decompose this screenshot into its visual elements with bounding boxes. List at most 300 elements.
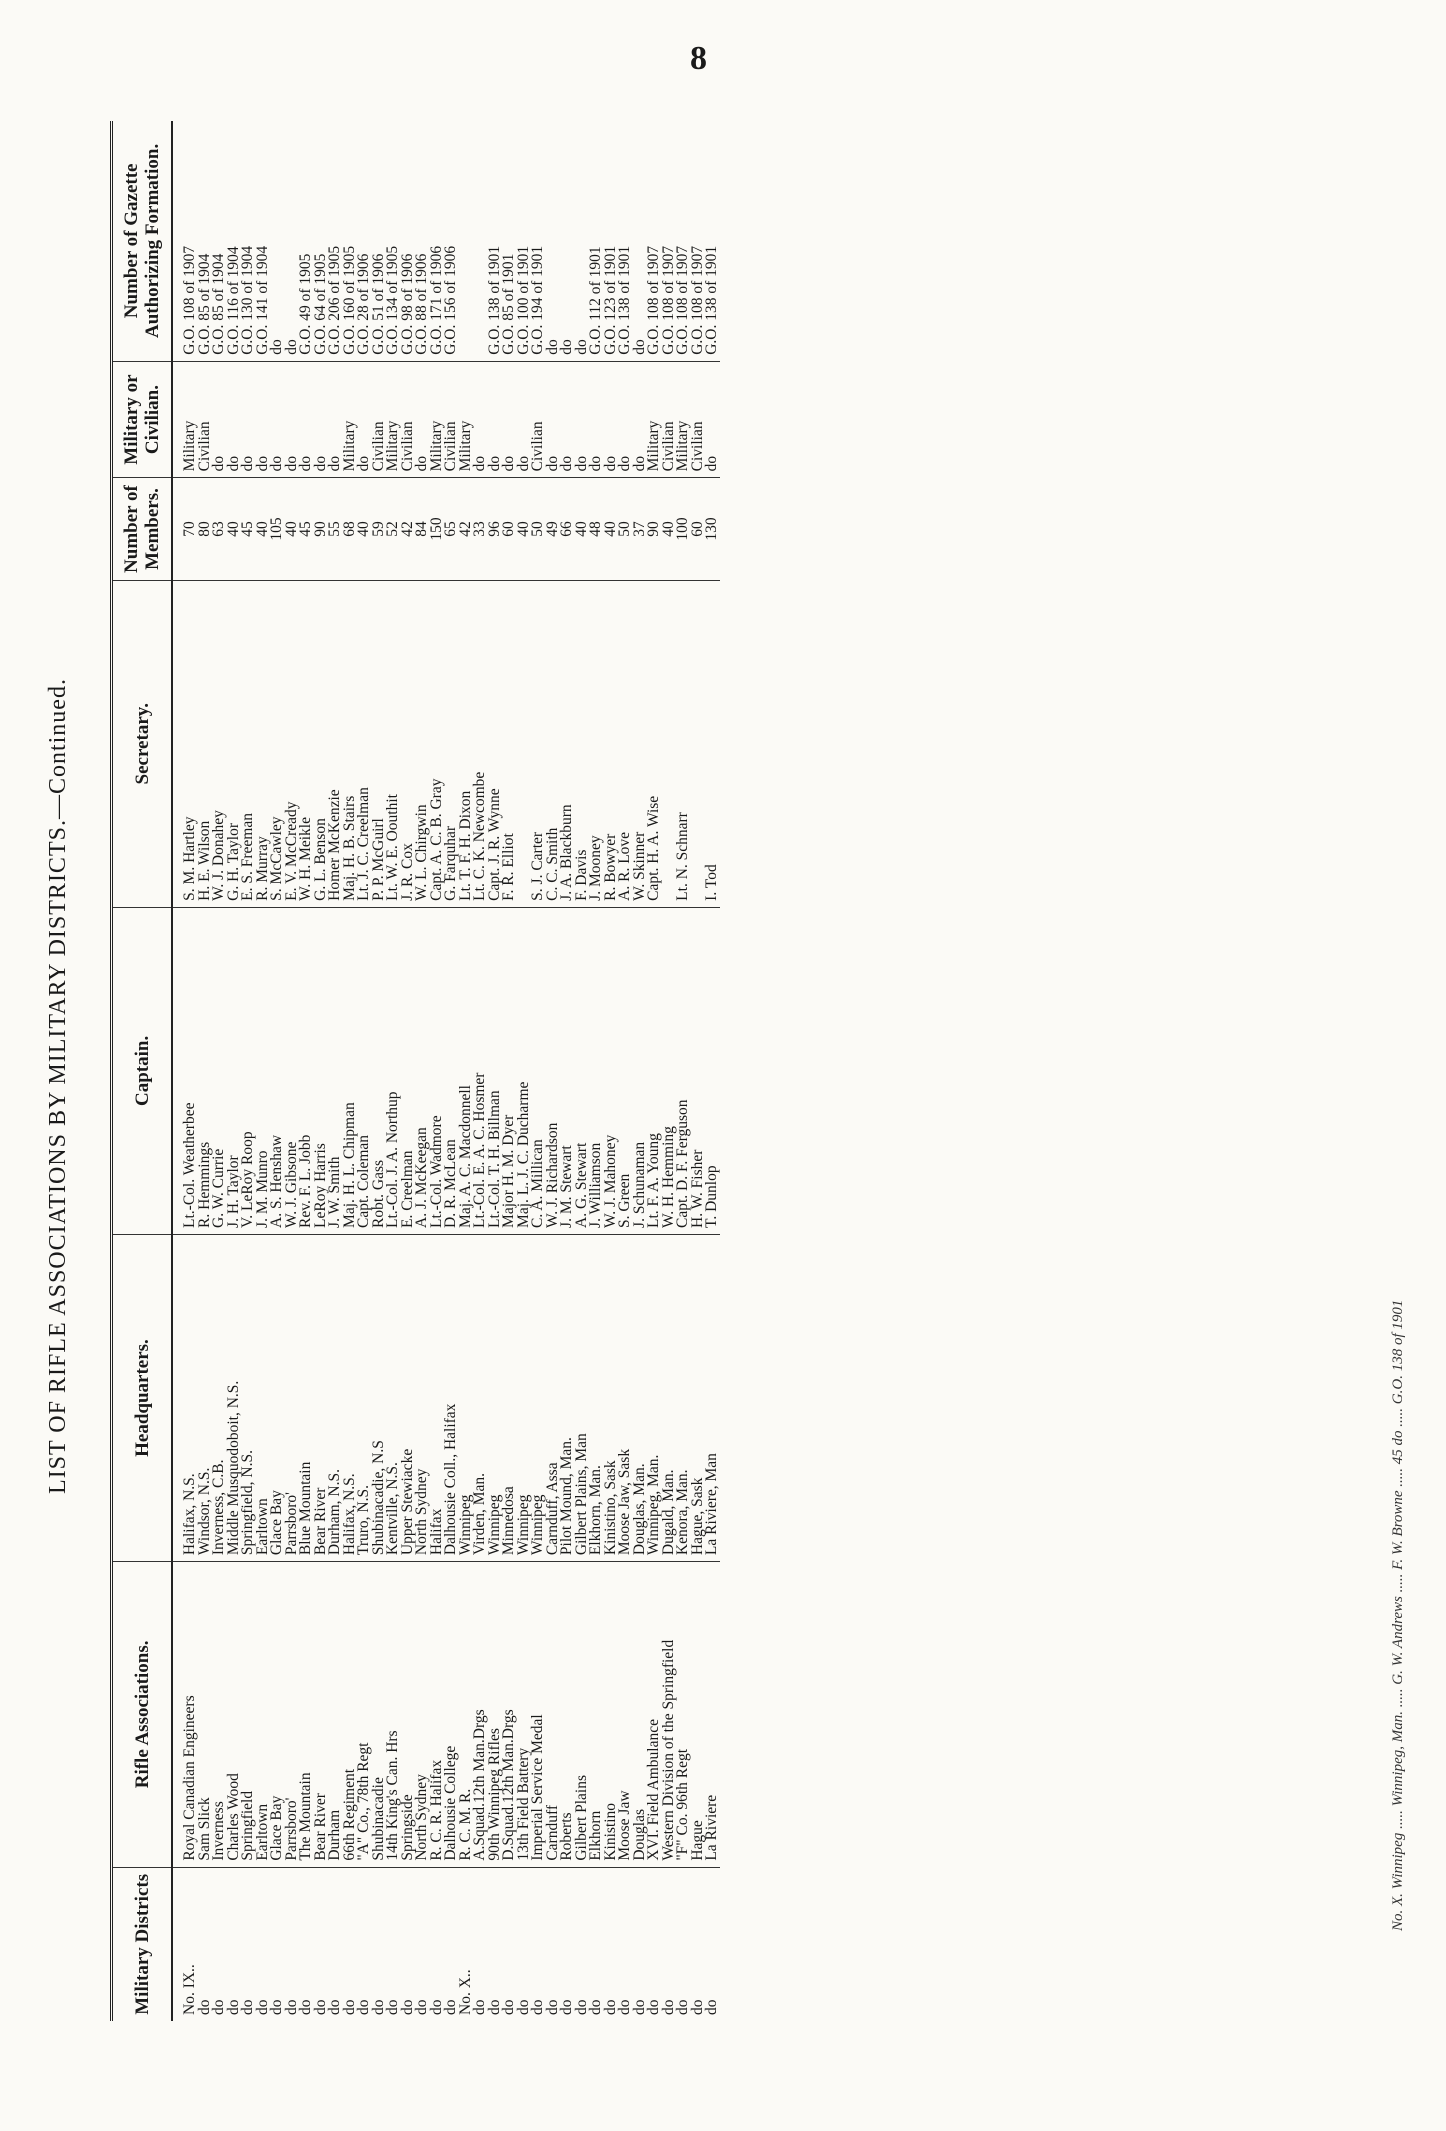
cell-captain: Capt. Coleman	[357, 907, 372, 1234]
cell-headquarters: Blue Mountain	[299, 1234, 314, 1561]
cell-military-or-civilian: Civilian	[662, 361, 677, 478]
table-body	[172, 121, 720, 2021]
cell-district: do	[616, 1999, 633, 2015]
cell-captain: J. M. Munro	[256, 907, 271, 1234]
cell-association: A.Squad.12th Man.Drgs	[473, 1562, 488, 1868]
cell-captain: J. H. Taylor	[227, 907, 242, 1234]
cell-district: do	[398, 1999, 416, 2015]
cell-association: Inverness	[212, 1562, 227, 1868]
cell-association: R. C. R. Halifax	[430, 1562, 445, 1868]
table-row	[444, 121, 459, 2021]
cell-members: 40	[575, 478, 590, 580]
cell-captain: Lt.-Col. J. A. Northup	[386, 907, 401, 1234]
cell-captain: Capt. D. F. Ferguson	[676, 907, 691, 1234]
cell-secretary: C. C. Smith	[546, 580, 561, 907]
cell-captain: LeRoy Harris	[314, 907, 329, 1234]
cell-secretary: Lt. W. E. Oouthit	[386, 580, 401, 907]
table-row	[270, 121, 285, 2021]
cell-district: do	[558, 1999, 575, 2015]
table-row	[430, 121, 445, 2021]
cell-gazette: G.O. 100 of 1901	[517, 121, 532, 361]
cell-association: D.Squad.12th Man.Drgs	[502, 1562, 517, 1868]
cell-headquarters: Halifax, N.S.	[172, 1234, 198, 1561]
cell-headquarters: Elkhorn, Man.	[589, 1234, 604, 1561]
cell-military-or-civilian: Military	[343, 361, 358, 478]
cell-district: do	[645, 1999, 662, 2015]
cell-gazette	[459, 121, 474, 361]
cell-members: 40	[662, 478, 677, 580]
cell-gazette: G.O. 130 of 1904	[241, 121, 256, 361]
cell-members: 42	[459, 478, 474, 580]
cell-district: do	[471, 1999, 488, 2015]
cell-secretary: Capt. H. A. Wise	[647, 580, 662, 907]
cell-district: do	[500, 1999, 517, 2015]
cell-captain: A. J. McKeegan	[415, 907, 430, 1234]
cell-secretary: S. J. Carter	[531, 580, 546, 907]
table-row	[357, 121, 372, 2021]
cell-secretary: F. R. Elliot	[502, 580, 517, 907]
cell-headquarters: Bear River	[314, 1234, 329, 1561]
cell-members: 45	[299, 478, 314, 580]
footer-fragment: No. X. Winnipeg ..... Winnipeg, Man. ..... G. W. Andrews ..... F. W. Browne ..... 45 do ..... G.O. 138 of 1901	[1390, 1299, 1406, 1931]
cell-gazette: G.O. 206 of 1905	[328, 121, 343, 361]
table-header	[112, 121, 173, 2021]
cell-secretary: W. L. Chirgwin	[415, 580, 430, 907]
cell-gazette: G.O. 85 of 1904	[198, 121, 213, 361]
cell-gazette: do	[575, 121, 590, 361]
cell-district: do	[340, 1999, 358, 2015]
cell-members: 40	[227, 478, 242, 580]
cell-headquarters: Carnduff, Assa	[546, 1234, 561, 1561]
cell-military-or-civilian: do	[633, 361, 648, 478]
cell-members: 90	[314, 478, 329, 580]
page-number: 8	[690, 40, 707, 77]
cell-military-or-civilian: Civilian	[531, 361, 546, 478]
cell-captain: A. G. Stewart	[575, 907, 590, 1234]
cell-district: do	[210, 1999, 227, 2015]
cell-gazette: G.O. 108 of 1907	[662, 121, 677, 361]
cell-headquarters: Halifax, N.S.	[343, 1234, 358, 1561]
cell-headquarters: Hague, Sask	[691, 1234, 706, 1561]
header-rifle-associations: Rifle Associations.	[112, 1562, 173, 1868]
cell-captain: C. A. Millican	[531, 907, 546, 1234]
cell-military-or-civilian: do	[546, 361, 561, 478]
cell-military-or-civilian: Civilian	[444, 361, 459, 478]
cell-district: do	[514, 1999, 532, 2015]
cell-headquarters: Earltown	[256, 1234, 271, 1561]
cell-military-or-civilian: Military	[430, 361, 445, 478]
header-headquarters: Headquarters.	[112, 1234, 173, 1561]
table-row	[560, 121, 575, 2021]
table-row	[502, 121, 517, 2021]
cell-gazette: do	[633, 121, 648, 361]
cell-headquarters: Dugald, Man.	[662, 1234, 677, 1561]
cell-members: 40	[517, 478, 532, 580]
cell-military-or-civilian: Civilian	[401, 361, 416, 478]
cell-secretary: G. H. Taylor	[227, 580, 242, 907]
cell-secretary: J. Mooney	[589, 580, 604, 907]
cell-secretary: E. S. Freeman	[241, 580, 256, 907]
cell-military-or-civilian: do	[357, 361, 372, 478]
cell-gazette: G.O. 88 of 1906	[415, 121, 430, 361]
cell-members: 37	[633, 478, 648, 580]
cell-district: do	[268, 1999, 285, 2015]
cell-secretary: H. E. Wilson	[198, 580, 213, 907]
cell-headquarters: Winnipeg	[488, 1234, 503, 1561]
cell-members: 48	[589, 478, 604, 580]
cell-gazette: G.O. 64 of 1905	[314, 121, 329, 361]
cell-district: do	[601, 1999, 619, 2015]
cell-gazette: G.O. 51 of 1906	[372, 121, 387, 361]
cell-captain: Major H. M. Dyer	[502, 907, 517, 1234]
cell-military-or-civilian: do	[328, 361, 343, 478]
cell-captain: Lt.-Col. T. H. Billman	[488, 907, 503, 1234]
table-row	[328, 121, 343, 2021]
table-row	[546, 121, 561, 2021]
cell-members: 40	[357, 478, 372, 580]
cell-military-or-civilian: do	[575, 361, 590, 478]
cell-headquarters: Douglas, Man.	[633, 1234, 648, 1561]
cell-captain: R. Hemmings	[198, 907, 213, 1234]
cell-members: 65	[444, 478, 459, 580]
table-row	[299, 121, 314, 2021]
cell-military-or-civilian: do	[502, 361, 517, 478]
cell-association: 13th Field Battery	[517, 1562, 532, 1868]
cell-association: Hague	[691, 1562, 706, 1868]
cell-members: 63	[212, 478, 227, 580]
cell-members: 50	[618, 478, 633, 580]
table-row	[285, 121, 300, 2021]
cell-district: do	[195, 1999, 213, 2015]
cell-members: 130	[705, 478, 720, 580]
cell-district: do	[326, 1999, 343, 2015]
cell-association: The Mountain	[299, 1562, 314, 1868]
table-row	[676, 121, 691, 2021]
cell-district: do	[630, 1999, 648, 2015]
cell-district: do	[253, 1999, 271, 2015]
cell-headquarters: North Sydney	[415, 1234, 430, 1561]
table-row	[256, 121, 271, 2021]
cell-military-or-civilian: do	[589, 361, 604, 478]
cell-district: do	[674, 1999, 691, 2015]
cell-headquarters: Shubinacadie, N.S	[372, 1234, 387, 1561]
cell-district: do	[239, 1999, 256, 2015]
cell-secretary: Capt. J. R. Wynne	[488, 580, 503, 907]
cell-military-or-civilian: do	[299, 361, 314, 478]
cell-members: 55	[328, 478, 343, 580]
cell-military-or-civilian: Civilian	[372, 361, 387, 478]
table-row	[172, 121, 198, 2021]
cell-secretary: W. Skinner	[633, 580, 648, 907]
cell-headquarters: Gilbert Plains, Man	[575, 1234, 590, 1561]
cell-captain: E. Creelman	[401, 907, 416, 1234]
cell-headquarters: Winnipeg	[517, 1234, 532, 1561]
cell-headquarters: Dalhousie Coll., Halifax	[444, 1234, 459, 1561]
cell-headquarters: Kenora, Man.	[676, 1234, 691, 1561]
cell-secretary: R. Murray	[256, 580, 271, 907]
cell-district: do	[311, 1999, 329, 2015]
cell-secretary: F. Davis	[575, 580, 590, 907]
cell-members: 40	[256, 478, 271, 580]
cell-secretary: Maj. H. B. Stairs	[343, 580, 358, 907]
header-military-or-civilian: Military or Civilian.	[112, 361, 173, 478]
cell-association: Parrsboro'	[285, 1562, 300, 1868]
cell-military-or-civilian: Civilian	[198, 361, 213, 478]
cell-members: 40	[604, 478, 619, 580]
cell-captain: J. W. Smith	[328, 907, 343, 1234]
table-row	[212, 121, 227, 2021]
cell-secretary: S. M. Hartley	[172, 580, 198, 907]
cell-members: 84	[415, 478, 430, 580]
cell-captain: V. LeRoy Roop	[241, 907, 256, 1234]
cell-headquarters: Virden, Man.	[473, 1234, 488, 1561]
cell-gazette: G.O. 156 of 1906	[444, 121, 459, 361]
cell-headquarters: Glace Bay	[270, 1234, 285, 1561]
cell-members: 150	[430, 478, 445, 580]
cell-headquarters: Winnipeg	[531, 1234, 546, 1561]
cell-gazette: do	[285, 121, 300, 361]
cell-headquarters: Halifax	[430, 1234, 445, 1561]
cell-association: "A" Co., 78th Regt	[357, 1562, 372, 1868]
cell-gazette: do	[560, 121, 575, 361]
cell-captain: Robt. Gass	[372, 907, 387, 1234]
cell-gazette: G.O. 141 of 1904	[256, 121, 271, 361]
cell-gazette: G.O. 194 of 1901	[531, 121, 546, 361]
header-gazette: Number of Gazette Authorizing Formation.	[112, 121, 173, 361]
cell-gazette: G.O. 108 of 1907	[647, 121, 662, 361]
cell-association: Durham	[328, 1562, 343, 1868]
cell-secretary: S. McCawley	[270, 580, 285, 907]
cell-members: 42	[401, 478, 416, 580]
cell-headquarters: Pilot Mound, Man.	[560, 1234, 575, 1561]
cell-gazette: G.O. 85 of 1901	[502, 121, 517, 361]
cell-captain: W. J. Mahoney	[604, 907, 619, 1234]
cell-members: 70	[172, 478, 198, 580]
cell-gazette: G.O. 108 of 1907	[691, 121, 706, 361]
cell-members: 40	[285, 478, 300, 580]
cell-captain: Rev. F. L. Jobb	[299, 907, 314, 1234]
table-row	[415, 121, 430, 2021]
cell-district: do	[224, 1999, 242, 2015]
header-captain: Captain.	[112, 907, 173, 1234]
cell-gazette: G.O. 138 of 1901	[705, 121, 720, 361]
cell-captain: D. R. McLean	[444, 907, 459, 1234]
cell-members: 105	[270, 478, 285, 580]
table-row	[401, 121, 416, 2021]
cell-members: 59	[372, 478, 387, 580]
cell-members: 90	[647, 478, 662, 580]
table-row	[198, 121, 213, 2021]
cell-military-or-civilian: do	[604, 361, 619, 478]
cell-association: Glace Bay	[270, 1562, 285, 1868]
cell-headquarters: Windsor, N.S.	[198, 1234, 213, 1561]
cell-district: do	[355, 1999, 372, 2015]
cell-military-or-civilian: do	[705, 361, 720, 478]
cell-secretary: Homer McKenzie	[328, 580, 343, 907]
cell-secretary: I. Tod	[705, 580, 720, 907]
cell-secretary: Lt. C. K. Newcombe	[473, 580, 488, 907]
cell-gazette: do	[270, 121, 285, 361]
cell-captain: T. Dunlop	[705, 907, 720, 1234]
cell-district: do	[543, 1999, 561, 2015]
cell-association: Imperial Service Medal	[531, 1562, 546, 1868]
cell-association: "F" Co. 96th Regt	[676, 1562, 691, 1868]
cell-secretary: A. R. Love	[618, 580, 633, 907]
header-row	[112, 121, 173, 2021]
cell-secretary	[691, 580, 706, 907]
cell-secretary: W. J. Donahey	[212, 580, 227, 907]
cell-district: do	[659, 1999, 677, 2015]
cell-members: 100	[676, 478, 691, 580]
cell-military-or-civilian: do	[241, 361, 256, 478]
cell-military-or-civilian: do	[517, 361, 532, 478]
cell-district: do	[529, 1999, 546, 2015]
cell-military-or-civilian: do	[212, 361, 227, 478]
cell-association: Shubinacadie	[372, 1562, 387, 1868]
cell-secretary: R. Bowyer	[604, 580, 619, 907]
header-military-district: Military Districts	[112, 1867, 173, 2021]
cell-military-or-civilian: Military	[386, 361, 401, 478]
cell-captain: Maj. H. L. Chipman	[343, 907, 358, 1234]
cell-captain: Lt.-Col. E. A. C. Hosmer	[473, 907, 488, 1234]
cell-captain: Maj. L. J. C. Ducharme	[517, 907, 532, 1234]
cell-military-or-civilian: do	[227, 361, 242, 478]
cell-association: La Riviere	[705, 1562, 720, 1868]
cell-headquarters: Moose Jaw, Sask	[618, 1234, 633, 1561]
cell-gazette: G.O. 171 of 1906	[430, 121, 445, 361]
header-members: Number of Members.	[112, 478, 173, 580]
cell-secretary: P. P. McGuirl	[372, 580, 387, 907]
cell-district: do	[688, 1999, 706, 2015]
cell-gazette: G.O. 108 of 1907	[172, 121, 198, 361]
cell-association: 14th King's Can. Hrs	[386, 1562, 401, 1868]
cell-gazette: G.O. 116 of 1904	[227, 121, 242, 361]
cell-military-or-civilian: do	[270, 361, 285, 478]
cell-district: do	[384, 1999, 401, 2015]
cell-association: Charles Wood	[227, 1562, 242, 1868]
cell-association: Kinistino	[604, 1562, 619, 1868]
cell-district: do	[587, 1999, 604, 2015]
cell-secretary: Lt. N. Schnarr	[676, 580, 691, 907]
cell-members: 52	[386, 478, 401, 580]
cell-district: do	[442, 1999, 459, 2015]
cell-members: 50	[531, 478, 546, 580]
cell-headquarters: Upper Stewiacke	[401, 1234, 416, 1561]
cell-association: North Sydney	[415, 1562, 430, 1868]
cell-members: 60	[691, 478, 706, 580]
header-secretary: Secretary.	[112, 580, 173, 907]
cell-district: do	[297, 1999, 314, 2015]
cell-members: 68	[343, 478, 358, 580]
cell-headquarters: La Riviere, Man	[705, 1234, 720, 1561]
table-row	[604, 121, 619, 2021]
cell-secretary: G. Farquhar	[444, 580, 459, 907]
cell-district: No. IX..	[181, 1964, 198, 2015]
cell-members: 80	[198, 478, 213, 580]
cell-military-or-civilian: do	[285, 361, 300, 478]
cell-association: Gilbert Plains	[575, 1562, 590, 1868]
cell-members: 45	[241, 478, 256, 580]
cell-captain: S. Green	[618, 907, 633, 1234]
cell-military-or-civilian: do	[488, 361, 503, 478]
cell-gazette: G.O. 123 of 1901	[604, 121, 619, 361]
cell-association: Sam Slick	[198, 1562, 213, 1868]
cell-secretary: J. A. Blackburn	[560, 580, 575, 907]
cell-captain: J. Williamson	[589, 907, 604, 1234]
cell-association: XVI. Field Ambulance	[647, 1562, 662, 1868]
cell-gazette: do	[546, 121, 561, 361]
cell-captain: Maj. A. C. Macdonnell	[459, 907, 474, 1234]
cell-association: R. C. M. R.	[459, 1562, 474, 1868]
cell-members: 96	[488, 478, 503, 580]
table-row	[691, 121, 706, 2021]
cell-headquarters: Kentville, N.S.	[386, 1234, 401, 1561]
cell-captain: H. W. Fisher	[691, 907, 706, 1234]
cell-secretary: Capt. A. C. B. Gray	[430, 580, 445, 907]
cell-association: Springside	[401, 1562, 416, 1868]
cell-district: do	[485, 1999, 503, 2015]
cell-district: do	[427, 1999, 445, 2015]
cell-association: Moose Jaw	[618, 1562, 633, 1868]
cell-gazette: G.O. 138 of 1901	[618, 121, 633, 361]
cell-military-or-civilian: Military	[676, 361, 691, 478]
cell-secretary: Lt. J. C. Creelman	[357, 580, 372, 907]
table-row	[662, 121, 677, 2021]
table-row	[705, 121, 720, 2021]
cell-headquarters: Parrsboro'	[285, 1234, 300, 1561]
cell-military-or-civilian: do	[415, 361, 430, 478]
cell-headquarters: Middle Musquodoboit, N.S.	[227, 1234, 242, 1561]
cell-district: do	[413, 1999, 430, 2015]
cell-gazette: G.O. 28 of 1906	[357, 121, 372, 361]
cell-association: Elkhorn	[589, 1562, 604, 1868]
cell-members: 33	[473, 478, 488, 580]
cell-members: 49	[546, 478, 561, 580]
cell-military-or-civilian: do	[473, 361, 488, 478]
cell-headquarters: Durham, N.S.	[328, 1234, 343, 1561]
cell-gazette: G.O. 112 of 1901	[589, 121, 604, 361]
cell-captain: Lt.-Col. Wadmore	[430, 907, 445, 1234]
table-row	[386, 121, 401, 2021]
table-row	[343, 121, 358, 2021]
cell-military-or-civilian: Civilian	[691, 361, 706, 478]
cell-association: Dalhousie College	[444, 1562, 459, 1868]
cell-headquarters: Truro, N.S.	[357, 1234, 372, 1561]
table-row	[241, 121, 256, 2021]
cell-secretary: Lt. T. F. H. Dixon	[459, 580, 474, 907]
cell-gazette: G.O. 134 of 1905	[386, 121, 401, 361]
cell-members: 60	[502, 478, 517, 580]
cell-association: 66th Regiment	[343, 1562, 358, 1868]
cell-headquarters: Kinistino, Sask	[604, 1234, 619, 1561]
cell-captain: W. H. Hemming	[662, 907, 677, 1234]
table-row	[314, 121, 329, 2021]
cell-captain: J. Schunaman	[633, 907, 648, 1234]
cell-headquarters: Winnipeg, Man.	[647, 1234, 662, 1561]
cell-association: Roberts	[560, 1562, 575, 1868]
page-title: LIST OF RIFLE ASSOCIATIONS BY MILITARY DISTRICTS.—Continued.	[45, 678, 71, 1494]
cell-captain: W. J. Gibsone	[285, 907, 300, 1234]
cell-military-or-civilian: do	[560, 361, 575, 478]
cell-military-or-civilian: Military	[459, 361, 474, 478]
table-row	[589, 121, 604, 2021]
cell-members: 66	[560, 478, 575, 580]
cell-gazette: G.O. 49 of 1905	[299, 121, 314, 361]
cell-secretary: E. V. McCready	[285, 580, 300, 907]
cell-headquarters: Inverness, C.B.	[212, 1234, 227, 1561]
cell-secretary: G. L. Benson	[314, 580, 329, 907]
cell-association: Bear River	[314, 1562, 329, 1868]
